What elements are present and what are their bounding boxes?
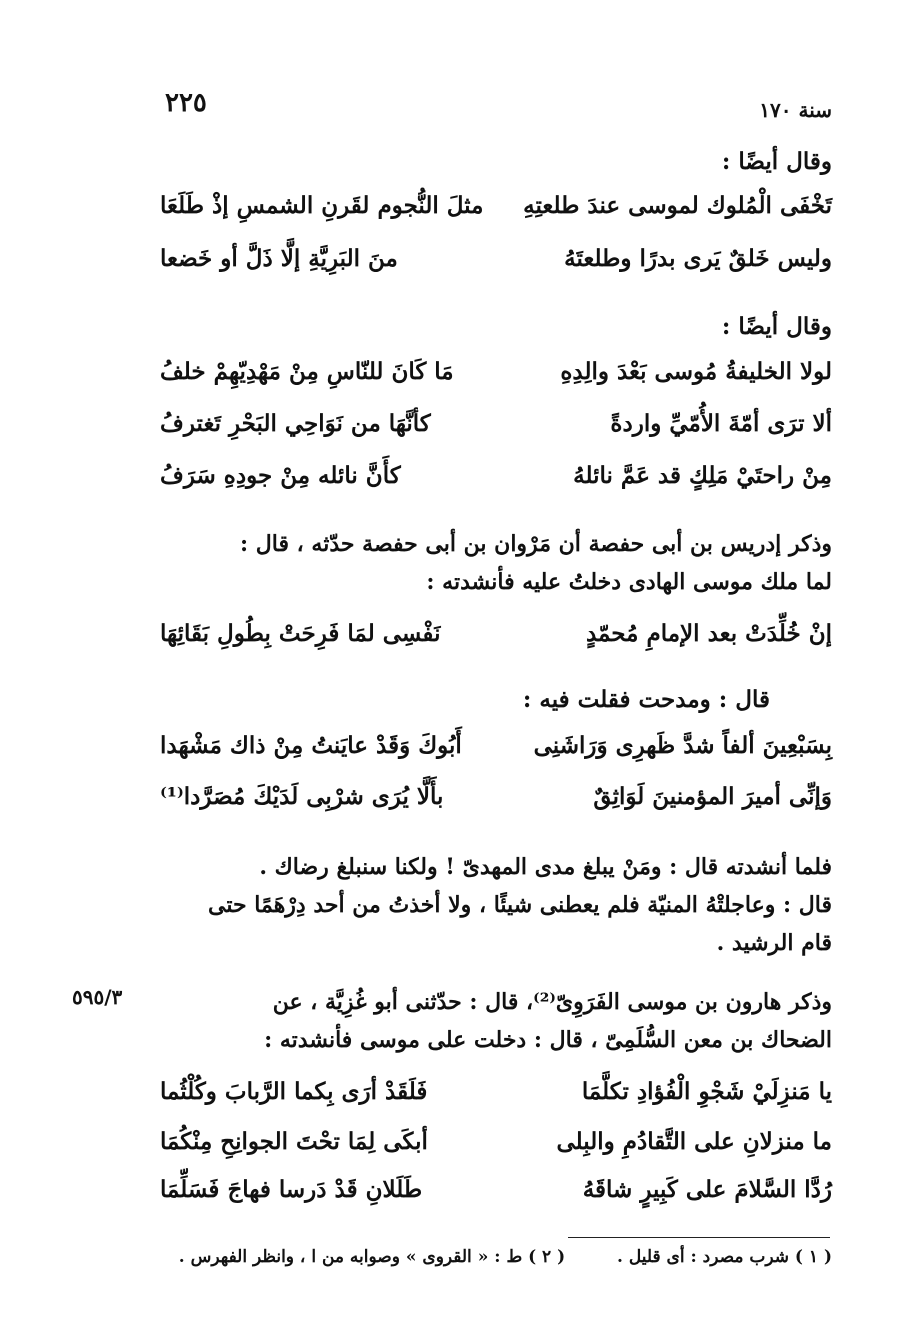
prose-line: الضحاك بن معن السُّلَمِىّ ، قال : دخلت على موسى فأنشدته :: [264, 1027, 832, 1053]
verse-second-hemistich: أَبُوكَ وَقَدْ عايَنتُ مِنْ ذاك مَشْهَدا: [160, 732, 462, 759]
verse-line: [160, 732, 832, 772]
prose-line: فلما أنشدته قال : ومَنْ يبلغ مدى المهدىّ ! ولكنا سنبلغ رضاك .: [259, 854, 832, 880]
verse-second-hemistich: منَ البَرِيَّةِ إلَّا ذَلَّ أو خَضعا: [160, 245, 398, 272]
margin-reference: ٥٩٥/٣: [72, 985, 123, 1009]
section-intro: وقال أيضًا :: [721, 148, 832, 175]
running-header-year: سنة ١٧٠: [759, 98, 832, 122]
verse-second-hemistich: كأَنَّ نائله مِنْ جودِهِ سَرَفُ: [160, 462, 401, 489]
verse-second-hemistich: نَفْسِى لمَا فَرِحَتْ بِطُولِ بَقَائِهَا: [160, 620, 441, 647]
prose-line: وذكر إدريس بن أبى حفصة أن مَرْوان بن أبى حفصة حدّثه ، قال :: [240, 531, 832, 557]
verse-line: [160, 245, 832, 285]
verse-first-hemistich: إنْ خُلِّدَتْ بعد الإمامِ مُحمّدٍ: [585, 620, 832, 647]
verse-first-hemistich: يا مَنزِلَيْ شَجْوِ الْفُؤادِ تكلَّمَا: [581, 1078, 832, 1105]
verse-line: [160, 192, 832, 232]
verse-line: [160, 1128, 832, 1168]
verse-line: [160, 462, 832, 502]
verse-first-hemistich: وَإنِّى أميرَ المؤمنينَ لَوَاثِقٌ: [593, 783, 832, 810]
prose-line: وذكر هارون بن موسى الفَرَوِىّ⁽²⁾، قال : حدّثنى أبو غُزِيَّة ، عن: [272, 989, 832, 1015]
verse-second-hemistich: كأنَّهَا من نَوَاحِي البَحْرِ تَغترفُ: [160, 410, 431, 437]
footnotes: [179, 1247, 832, 1267]
verse-second-hemistich: بأَلَّا يُرَى شرْبِى لَدَيْكَ مُصَرَّدا⁽¹⁾: [160, 783, 444, 810]
verse-first-hemistich: رُدَّا السَّلامَ على كَبِيرٍ شاقَهُ: [582, 1176, 832, 1203]
verse-first-hemistich: لولا الخليفةُ مُوسى بَعْدَ والِدِهِ: [560, 358, 832, 385]
verse-first-hemistich: ألا ترَى أمّةَ الأُمّيِّ واردةً: [610, 410, 832, 437]
prose-paragraph: [165, 525, 832, 601]
prose-paragraph: [165, 983, 832, 1059]
footnote-2: ( ٢ ) ط : « القروى » وصوابه من ا ، وانظر الفهرس .: [178, 1247, 566, 1267]
prose-paragraph: [165, 848, 832, 962]
prose-line: قام الرشيد .: [716, 930, 832, 956]
prose-line: لما ملك موسى الهادى دخلتُ عليه فأنشدته :: [426, 569, 832, 595]
verse-first-hemistich: بِسَبْعِينَ ألفاً شدَّ ظَهرِى وَرَاشَنِى: [533, 732, 832, 759]
verse-first-hemistich: تَخْفَى الْمُلوك لموسى عندَ طلعتِهِ: [523, 192, 832, 219]
verse-second-hemistich: طَلَلانِ قَدْ دَرسا فهاجَ فَسَلِّمَا: [160, 1176, 423, 1203]
verse-line: [160, 358, 832, 398]
footnote-1: ( ١ ) شرب مصرد : أى قليل .: [617, 1247, 832, 1267]
verse-second-hemistich: فَلَقَدْ أرَى بِكما الرَّبابَ وكُلْثُما: [160, 1078, 428, 1105]
page-number: ٢٢٥: [165, 88, 207, 118]
verse-line: [160, 783, 832, 823]
verse-line: [160, 1078, 832, 1118]
verse-line: [160, 620, 832, 660]
footnote-divider: [568, 1237, 830, 1238]
section-intro: وقال أيضًا :: [721, 313, 832, 340]
verse-first-hemistich: وليس خَلقٌ يَرى بدرًا وطلعتَهُ: [564, 245, 832, 272]
section-intro: قال : ومدحت فقلت فيه :: [522, 686, 770, 713]
verse-second-hemistich: أبكَى لِمَا تحْتَ الجوانِحِ مِنْكُمَا: [160, 1128, 428, 1155]
verse-first-hemistich: مِنْ راحتَيْ مَلِكٍ قد عَمَّ نائلهُ: [573, 462, 832, 489]
verse-line: [160, 410, 832, 450]
verse-line: [160, 1176, 832, 1216]
verse-second-hemistich: مَا كَانَ للنّاسِ مِنْ مَهْدِيّهِمْ خلفُ: [160, 358, 454, 385]
verse-first-hemistich: ما منزلانِ على التَّقادُمِ والبِلى: [556, 1128, 832, 1155]
prose-line: قال : وعاجلتْهُ المنيّة فلم يعطنى شيئًا ، ولا أخذتُ من أحد دِرْهَمًا حتى: [208, 892, 832, 918]
verse-second-hemistich: مثلَ النُّجوم لقَرنِ الشمسِ إذْ طَلَعَا: [160, 192, 484, 219]
